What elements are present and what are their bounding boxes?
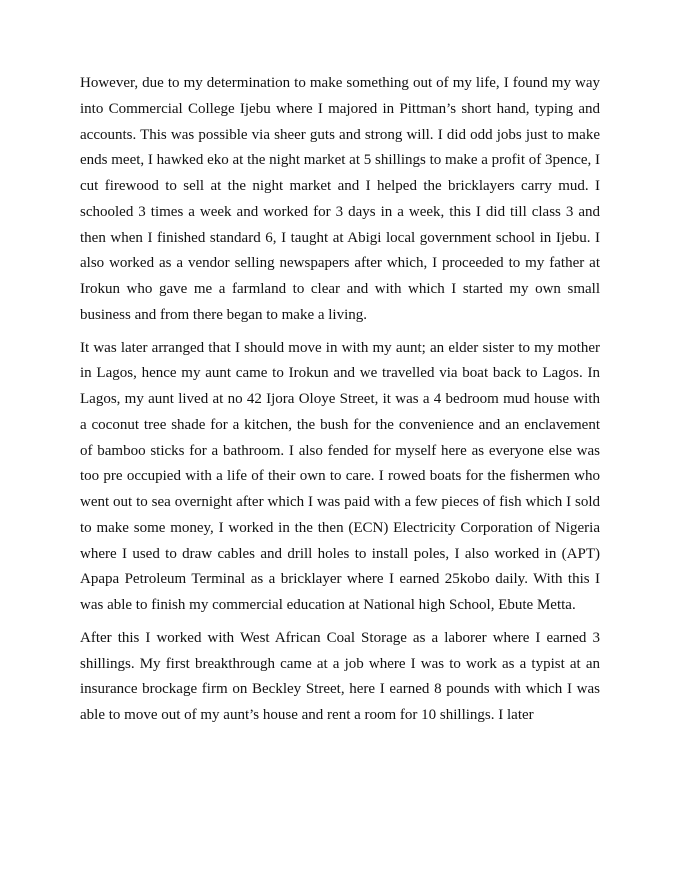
paragraph-1: However, due to my determination to make something out of my life, I found my way into Commercial College Ijebu where I majored in Pittman’s short hand, typing and accounts. This was possible via sheer guts and strong will. I did odd jobs just to make ends meet, I hawked eko at the night market at 5 shillings to make a profit of 3pence, I cut firewood to sell at the night market and I helped the bricklayers carry mud. I schooled 3 times a week and worked for 3 days in a week, this I did till class 3 and then when I finished standard 6, I taught at Abigi local government school in Ijebu. I also worked as a vendor selling newspapers after which, I proceeded to my father at Irokun who gave me a farmland to clear and with which I started my own small business and from there began to make a living.	[80, 75, 600, 323]
paragraph-3: After this I worked with West African Coal Storage as a laborer where I earned 3 shillings. My first breakthrough came at a job where I was to work as a typist at an insurance brockage firm on Beckley Street, here I earned 8 pounds with which I was able to move out of my aunt’s house and rent a room for 10 shillings. I later	[80, 629, 600, 723]
paragraph-2: It was later arranged that I should move in with my aunt; an elder sister to my mother in Lagos, hence my aunt came to Irokun and we travelled via boat back to Lagos. In Lagos, my aunt lived at no 42 Ijora Oloye Street, it was a 4 bedroom mud house with a coconut tree shade for a kitchen, the bush for the convenience and an enclavement of bamboo sticks for a bathroom. I also fended for myself here as everyone else was too pre occupied with a life of their own to care. I rowed boats for the fishermen who went out to sea overnight after which I was paid with a few pieces of fish which I sold to make some money, I worked in the then (ECN) Electricity Corporation of Nigeria where I used to draw cables and drill holes to install poles, I also worked in (APT) Apapa Petroleum Terminal as a bricklayer where I earned 25kobo daily. With this I was able to finish my commercial education at National high School, Ebute Metta.	[80, 339, 600, 613]
document-page	[80, 71, 600, 736]
